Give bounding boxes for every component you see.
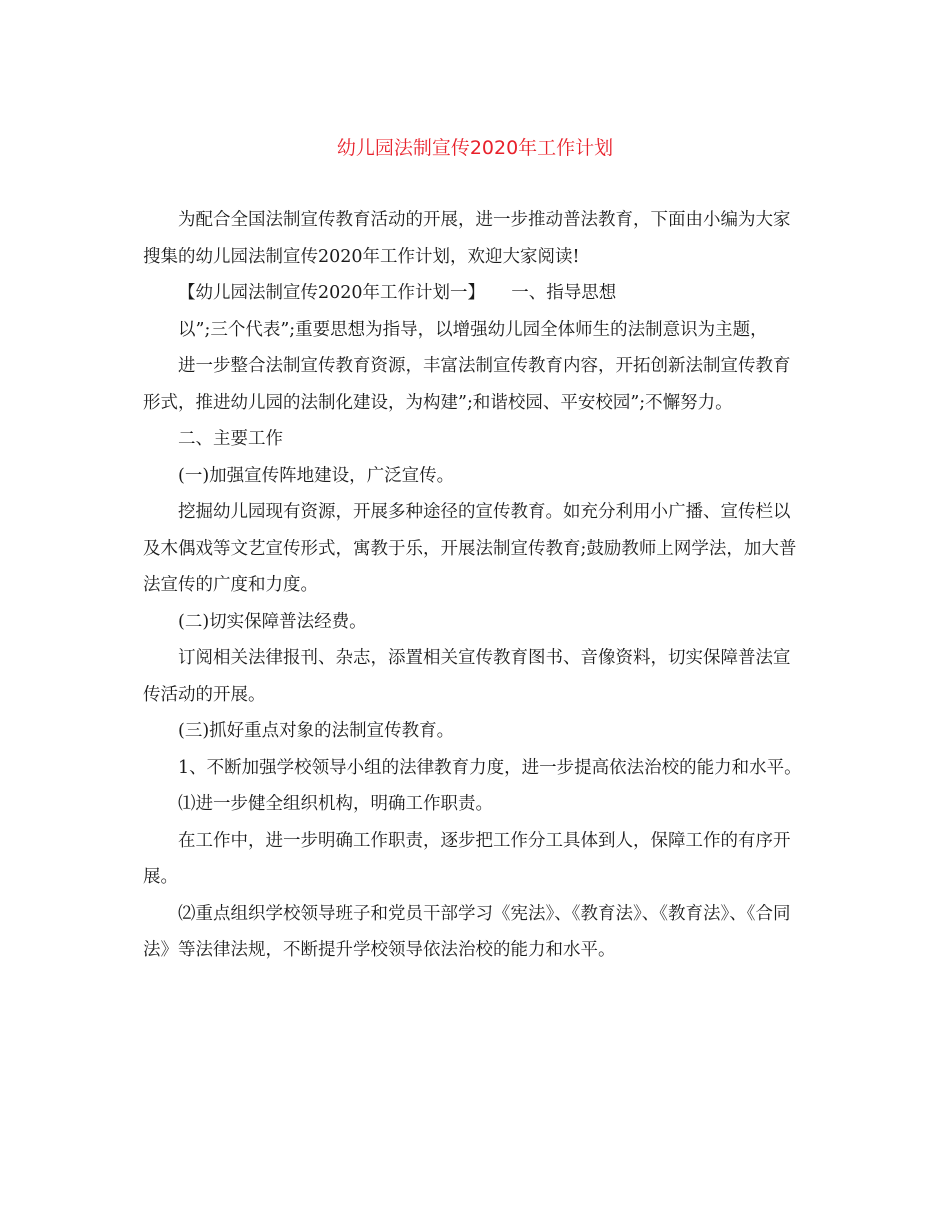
paragraph: ⑵重点组织学校领导班子和党员干部学习《宪法》、《教育法》、《教育法》、《合同法》等法律法规，不断提升学校领导依法治校的能力和水平。 xyxy=(143,903,791,960)
paragraph: (二)切实保障普法经费。 xyxy=(178,611,367,632)
paragraph: 进一步整合法制宣传教育资源，丰富法制宣传教育内容，开拓创新法制宣传教育形式，推进幼儿园的法制化建设，为构建”;和谐校园、平安校园”;不懈努力。 xyxy=(143,356,791,413)
paragraph: 1、不断加强学校领导小组的法律教育力度，进一步提高依法治校的能力和水平。 xyxy=(178,757,802,778)
paragraph: (一)加强宣传阵地建设，广泛宣传。 xyxy=(178,465,455,486)
document-body xyxy=(143,202,807,969)
paragraph: 为配合全国法制宣传教育活动的开展，进一步推动普法教育，下面由小编为大家搜集的幼儿园法制宣传2020年工作计划，欢迎大家阅读! xyxy=(143,210,791,267)
paragraph: ⑴进一步健全组织机构，明确工作职责。 xyxy=(178,794,493,814)
paragraph: 在工作中，进一步明确工作职责，逐步把工作分工具体到人，保障工作的有序开展。 xyxy=(143,830,791,887)
paragraph: 二、主要工作 xyxy=(178,429,283,449)
paragraph: 挖掘幼儿园现有资源，开展多种途径的宣传教育。如充分利用小广播、宣传栏以及木偶戏等文艺宣传形式，寓教于乐，开展法制宣传教育;鼓励教师上网学法，加大普法宣传的广度和力度。 xyxy=(143,502,797,595)
paragraph: 【幼儿园法制宣传2020年工作计划一】 一、指导思想 xyxy=(178,283,617,303)
document-title: 幼儿园法制宣传2020年工作计划 xyxy=(336,137,614,159)
paragraph: (三)抓好重点对象的法制宣传教育。 xyxy=(178,721,455,741)
paragraph: 以”;三个代表”;重要思想为指导，以增强幼儿园全体师生的法制意识为主题， xyxy=(178,319,768,340)
paragraph: 订阅相关法律报刊、杂志，添置相关宣传教育图书、音像资料，切实保障普法宣传活动的开展。 xyxy=(143,648,791,705)
